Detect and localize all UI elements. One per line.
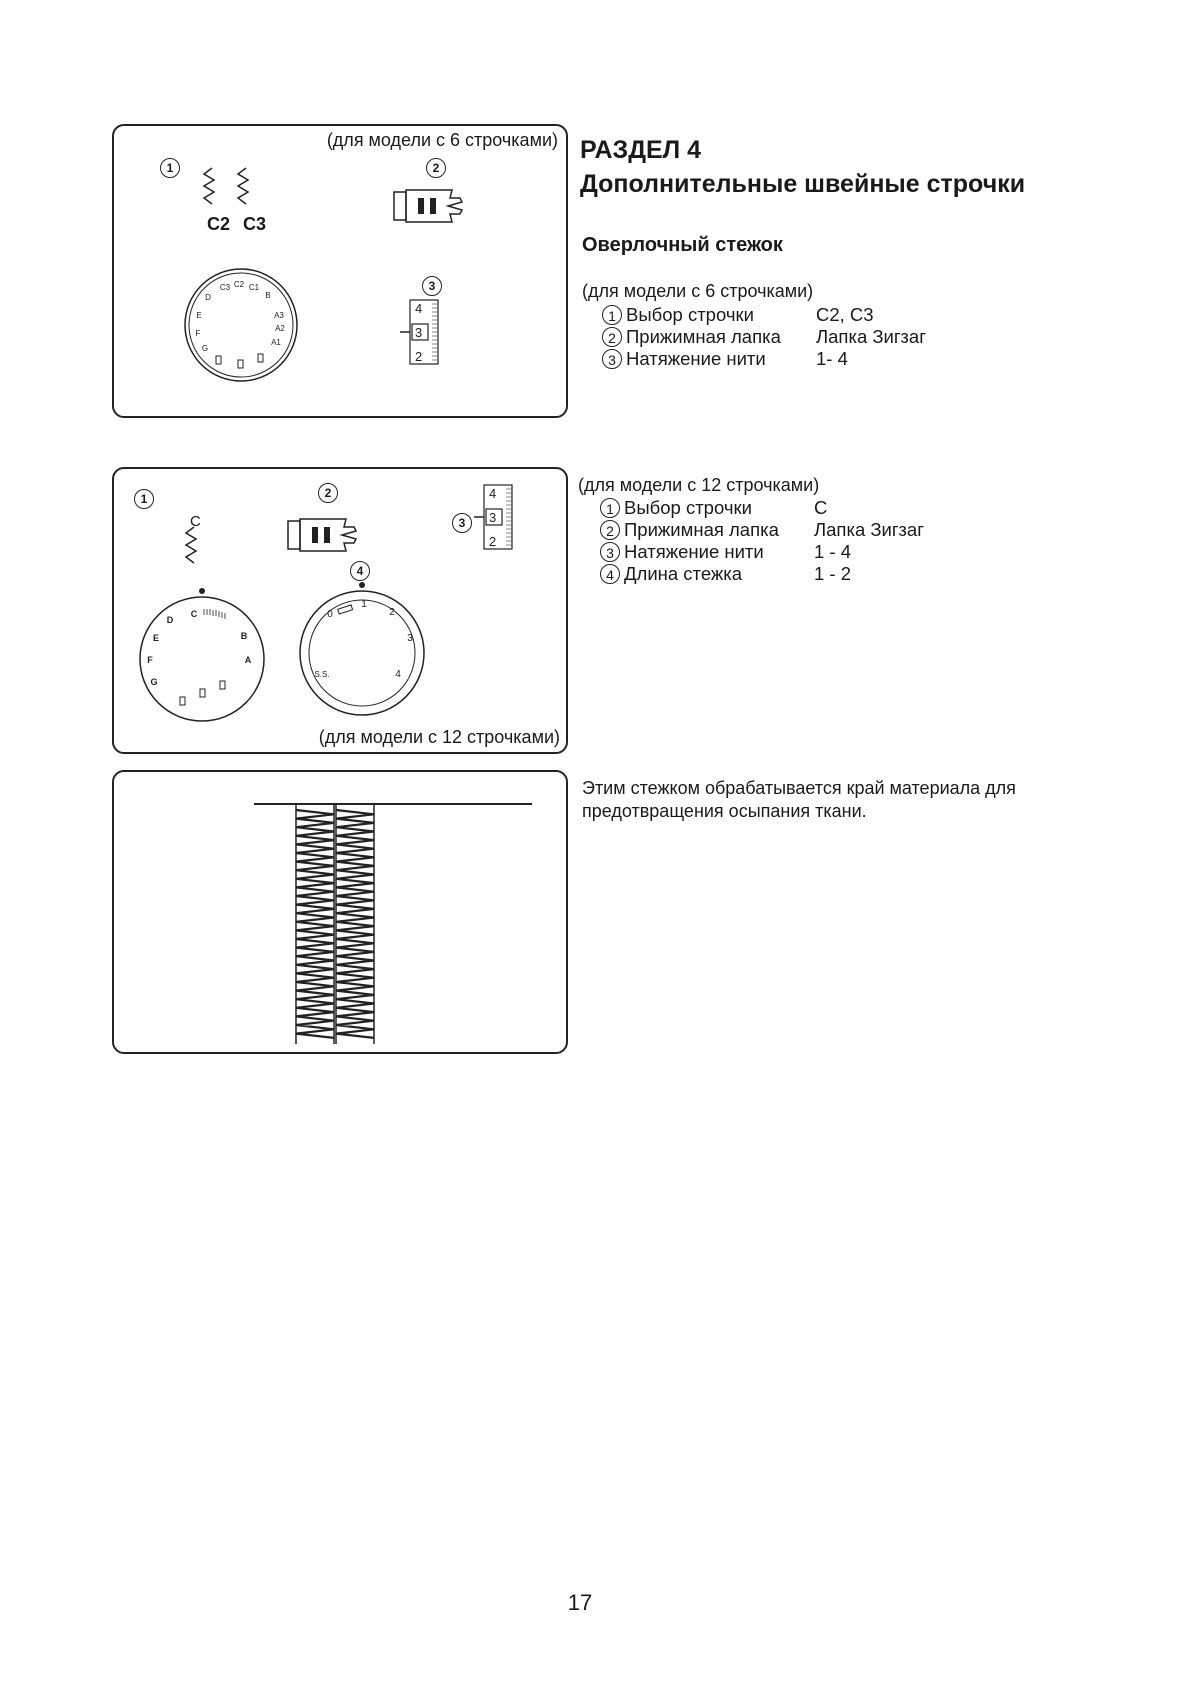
panel2-caption: (для модели с 12 строчками) (318, 727, 560, 747)
tension-number: 3 (489, 510, 497, 525)
length-number: 0 (327, 609, 333, 620)
panel-6-stitch-model (112, 124, 568, 418)
spec-row (602, 304, 926, 326)
dial-letter: C1 (248, 283, 260, 292)
length-number: 4 (395, 669, 401, 680)
spec-value: Лапка Зигзаг (814, 519, 924, 540)
page-number: 17 (567, 1590, 593, 1615)
dial-letter: B (240, 631, 248, 641)
spec-label: Выбор строчки (626, 304, 754, 325)
spec-value: C (814, 497, 828, 518)
dial-letter: A1 (271, 338, 281, 347)
dial-letter: A3 (274, 311, 284, 320)
spec-row (600, 497, 924, 519)
zigzag-foot-icon (390, 184, 474, 232)
dial-letter: C3 (219, 283, 231, 292)
spec-value: 1 - 4 (814, 541, 852, 562)
dial-letter: D (166, 615, 174, 625)
spec-label: Длина стежка (624, 563, 743, 584)
stitch-pattern-icon (184, 525, 224, 569)
specs12-list (600, 497, 924, 585)
dial-letter: G (150, 677, 158, 687)
stitch-label-c3: C3 (243, 214, 267, 234)
stitch-name: Оверлочный стежок (582, 234, 783, 256)
pattern-selector-dial (132, 587, 272, 723)
dial-letter: E (152, 633, 160, 643)
length-number: 2 (389, 607, 395, 618)
spec-label: Натяжение нити (624, 541, 764, 562)
dial-letter: F (147, 655, 153, 665)
marker-4: 4 (350, 561, 370, 581)
marker-2: 2 (318, 483, 338, 503)
tension-number: 3 (415, 325, 423, 340)
zigzag-foot-icon (284, 513, 368, 561)
length-number: 1 (361, 599, 367, 610)
spec-label: Прижимная лапка (624, 519, 779, 540)
spec-number: 2 (600, 520, 620, 540)
tension-number: 4 (415, 301, 423, 316)
spec-row (600, 519, 924, 541)
tension-number: 4 (489, 486, 497, 501)
marker-3: 3 (452, 513, 472, 533)
specs6-heading: (для модели с 6 строчками) (582, 281, 814, 301)
tension-number: 2 (489, 534, 497, 549)
spec-value: 1- 4 (816, 348, 848, 369)
spec-label: Натяжение нити (626, 348, 766, 369)
spec-number: 2 (602, 327, 622, 347)
spec-label: Выбор строчки (624, 497, 752, 518)
length-number: 3 (407, 633, 413, 644)
panel-stitch-illustration (112, 770, 568, 1054)
marker-2: 2 (426, 158, 446, 178)
marker-3: 3 (422, 276, 442, 296)
spec-number: 1 (600, 498, 620, 518)
dial-letter: F (195, 329, 201, 338)
dial-letter: D (205, 293, 211, 302)
panel-12-stitch-model (112, 467, 568, 754)
spec-number: 4 (600, 564, 620, 584)
section-title: РАЗДЕЛ 4 (580, 136, 702, 164)
specs6-list (602, 304, 926, 370)
stitch-label-c: C (190, 513, 201, 530)
thread-tension-scale (398, 298, 448, 368)
thread-tension-scale (472, 483, 522, 553)
spec-row (602, 326, 926, 348)
dial-letter: A2 (275, 324, 285, 333)
spec-value: Лапка Зигзаг (816, 326, 926, 347)
spec-label: Прижимная лапка (626, 326, 781, 347)
marker-1: 1 (160, 158, 180, 178)
spec-row (600, 563, 924, 585)
marker-1: 1 (134, 489, 154, 509)
stitch-length-dial (294, 581, 444, 731)
overlock-stitch-illustration (244, 796, 544, 1046)
description-text: Этим стежком обрабатывается край материала для предотвращения осыпания ткани. (582, 778, 1016, 821)
dial-letter: B (265, 291, 271, 300)
length-number: S.S. (314, 670, 330, 679)
stitch-label-c2: C2 (207, 214, 231, 234)
spec-number: 3 (602, 349, 622, 369)
spec-value: 1 - 2 (814, 563, 852, 584)
dial-letter: C2 (233, 280, 245, 289)
spec-row (602, 348, 926, 370)
pattern-selector-dial (182, 266, 300, 384)
specs12-heading: (для модели с 12 строчками) (578, 475, 820, 495)
section-subtitle: Дополнительные швейные строчки (580, 170, 1026, 198)
dial-letter: E (196, 311, 202, 320)
dial-letter: A (244, 655, 252, 665)
spec-value: C2, C3 (816, 304, 874, 325)
dial-letter: C (190, 609, 198, 619)
dial-letter: G (201, 344, 209, 353)
panel1-caption: (для модели с 6 строчками) (326, 130, 558, 150)
spec-number: 1 (602, 305, 622, 325)
spec-row (600, 541, 924, 563)
tension-number: 2 (415, 349, 423, 364)
spec-number: 3 (600, 542, 620, 562)
